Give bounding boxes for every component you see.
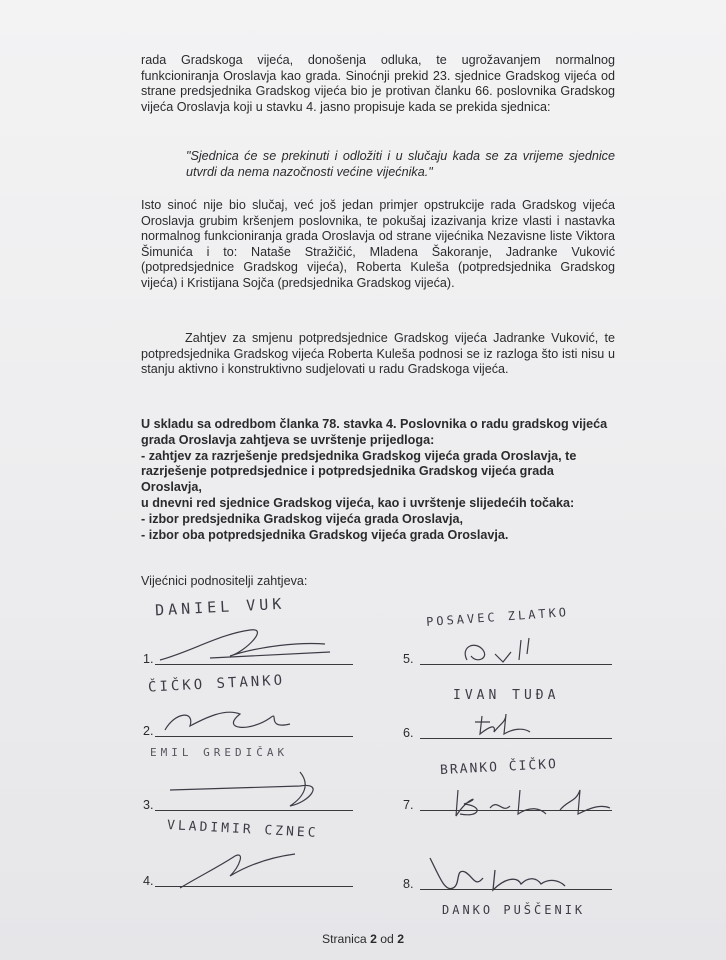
signer-number: 4. (143, 874, 154, 888)
signer-number: 6. (403, 726, 414, 740)
signature-scribble (150, 762, 350, 812)
signer-name-handwritten: ČIČKO STANKO (147, 672, 286, 696)
footer-total-pages: 2 (397, 932, 404, 946)
quoted-article: "Sjednica će se prekinuti i odložiti i u slučaju kada se za vrijeme sjednice utvrdi da nema nazočnosti većine vijećnika." (186, 149, 615, 179)
signature-line (155, 664, 353, 665)
signature-line (420, 664, 612, 665)
signer-number: 2. (143, 724, 154, 738)
paragraph-dismissal-reason: Zahtjev za smjenu potpredsjednice Gradskog vijeća Jadranke Vuković, te potpredsjednika Gradskog vijeća Roberta Kuleša podnosi se iz razloga što isti nisu u stanju aktivno i konstruktivno sudjelovati u radu Gradskoga vijeća. (141, 331, 615, 377)
signature-scribble (425, 848, 605, 898)
agenda-line: - izbor oba potpredsjednika Gradskog vijeća grada Oroslavja. (141, 527, 509, 542)
signer-name-handwritten: VLADIMIR CZNEC (166, 818, 319, 841)
signer-number: 3. (143, 798, 154, 812)
signer-number: 5. (403, 652, 414, 666)
signature-scribble (160, 846, 310, 896)
footer-page-number: 2 (370, 932, 377, 946)
signer-name-handwritten: IVAN TUĐA (453, 688, 560, 703)
agenda-line: - zahtjev za razrješenje predsjednika Gradskog vijeća grada Oroslavja, te razrješenje potpredsjednice i potpredsjednika Gradskog vijeća grada Oroslavja, (141, 448, 577, 495)
signature-line (155, 810, 353, 811)
signer-name-handwritten: EMIL GREDIČAK (150, 746, 289, 759)
signer-number: 8. (403, 877, 414, 891)
signature-line (155, 736, 353, 737)
signer-name-handwritten: DANIEL VUK (154, 594, 286, 620)
signature-scribble (150, 700, 310, 740)
signature-scribble (150, 622, 350, 667)
footer-mid: od (380, 932, 394, 946)
signature-scribble (450, 784, 620, 824)
signature-line (420, 889, 612, 890)
signer-name-handwritten: POSAVEC ZLATKO (425, 605, 570, 629)
agenda-line: u dnevni red sjednice Gradskog vijeća, kao i uvrštenje slijedećih točaka: (141, 495, 575, 510)
paragraph-obstruction: Isto sinoć nije bio slučaj, već još jedan primjer opstrukcije rada Gradskog vijeća Oroslavja grubim kršenjem poslovnika, te pokušaj izazivanja krize vlasti i nastavka normalnog funkcioniranja grada Oroslavja od strane vijećnika Nezavisne liste Viktora Šimunića i to: Nataše Stražičić, Mladena Šakoranje, Jadranke Vuković (potpredsjednice Gradskog vijeća), Roberta Kuleša (potpredsjednika Gradskog vijeća) i Kristijana Sojča (predsjednika Gradskog vijeća). (141, 198, 615, 290)
signature-line (420, 738, 612, 739)
signature-line (420, 810, 612, 811)
paragraph-intro: rada Gradskoga vijeća, donošenja odluka, te ugrožavanjem normalnog funkcioniranja Oroslavja kao grada. Sinoćnji prekid 23. sjednice Gradskog vijeća od strane predsjednika Gradskog vijeća bio je protivan članku 66. poslovnika Gradskog vijeća Oroslavja koji u stavku 4. jasno propisuje kada se prekida sjednica: (141, 53, 615, 114)
agenda-line: - izbor predsjednika Gradskog vijeća grada Oroslavja, (141, 511, 463, 526)
signature-scribble (455, 632, 555, 668)
agenda-request (141, 417, 615, 543)
signer-name-handwritten: BRANKO ČIČKO (439, 756, 559, 779)
footer-prefix: Stranica (321, 932, 367, 946)
signer-number: 7. (403, 798, 414, 812)
signer-name-handwritten: DANKO PUŠČENIK (442, 903, 586, 917)
page-footer (0, 932, 726, 946)
signer-number: 1. (143, 652, 154, 666)
signature-line (155, 886, 353, 887)
signers-label: Vijećnici podnositelji zahtjeva: (141, 574, 308, 588)
signature-scribble (470, 710, 550, 740)
agenda-line: U skladu sa odredbom članka 78. stavka 4. Poslovnika o radu gradskog vijeća grada Oroslavja zahtjeva se uvrštenje prijedloga: (141, 417, 608, 447)
